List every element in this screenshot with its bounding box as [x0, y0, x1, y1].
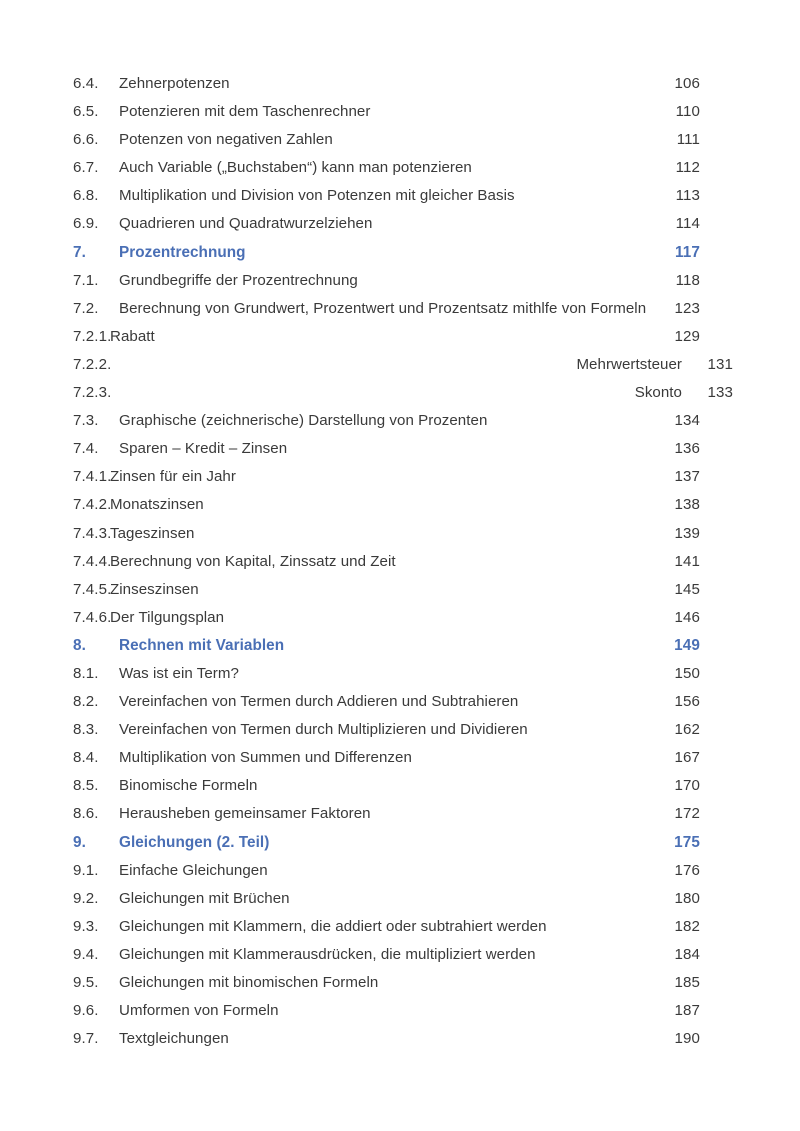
- toc-row[interactable]: [73, 98, 700, 126]
- toc-entry-title: Gleichungen mit Brüchen: [119, 889, 290, 907]
- toc-entry-number: 9.7.: [73, 1030, 99, 1048]
- toc-row[interactable]: [73, 463, 700, 491]
- toc-entry-title: Grundbegriffe der Prozentrechnung: [119, 271, 358, 289]
- toc-row[interactable]: [73, 1025, 700, 1053]
- toc-entry-title: Gleichungen mit Klammern, die addiert oder subtrahiert werden: [119, 917, 547, 935]
- toc-entry-title: Auch Variable („Buchstaben“) kann man potenzieren: [119, 159, 472, 177]
- toc-row[interactable]: [73, 267, 700, 295]
- toc-entry-page-number: 184: [674, 945, 700, 963]
- toc-entry-number: 7.4.4.: [73, 552, 112, 570]
- toc-entry-page-number: 187: [674, 1002, 700, 1020]
- toc-entry-number: 6.4.: [73, 75, 99, 92]
- toc-entry-number: 7.4.: [73, 440, 99, 458]
- toc-entry-number: 7.4.6.: [73, 608, 112, 626]
- toc-entry-page-number: 182: [674, 917, 700, 935]
- toc-entry-number: 9.5.: [73, 974, 99, 991]
- toc-entry-number: 7.4.3.: [73, 524, 112, 542]
- toc-entry-title: Multiplikation von Summen und Differenzen: [119, 749, 412, 767]
- toc-row[interactable]: [73, 576, 700, 604]
- table-of-contents: [73, 70, 733, 1053]
- toc-entry-title: Berechnung von Grundwert, Prozentwert und Prozentsatz mithlfe von Formeln: [119, 299, 647, 317]
- toc-row[interactable]: [73, 520, 700, 548]
- toc-row[interactable]: [73, 182, 700, 210]
- toc-entry-title: Graphische (zeichnerische) Darstellung von Prozenten: [119, 412, 488, 430]
- toc-row[interactable]: [73, 295, 700, 323]
- toc-entry-title: Was ist ein Term?: [119, 664, 239, 682]
- toc-entry-page-number: 129: [674, 327, 700, 345]
- toc-entry-title: Sparen – Kredit – Zinsen: [119, 440, 288, 458]
- toc-entry-page-number: 113: [675, 187, 700, 205]
- toc-entry-page-number: 111: [676, 131, 700, 149]
- toc-entry-number: 8.5.: [73, 777, 99, 795]
- toc-row[interactable]: [73, 435, 700, 463]
- toc-row[interactable]: [73, 969, 700, 997]
- toc-row[interactable]: [73, 407, 700, 435]
- toc-entry-number: 9.: [73, 833, 86, 851]
- toc-entry-title: Rabatt: [110, 327, 155, 345]
- toc-entry-title: Rechnen mit Variablen: [119, 636, 285, 654]
- toc-entry-number: 7.2.: [73, 299, 99, 317]
- toc-row[interactable]: [73, 941, 700, 969]
- toc-entry-number: 7.: [73, 243, 86, 261]
- toc-row[interactable]: [73, 688, 700, 716]
- toc-entry-page-number: 139: [674, 524, 700, 542]
- toc-entry-page-number: 149: [674, 636, 700, 654]
- toc-row[interactable]: [73, 548, 700, 576]
- toc-entry-page-number: 170: [674, 777, 700, 795]
- toc-row[interactable]: [73, 323, 700, 351]
- toc-entry-number: 6.5.: [73, 103, 99, 121]
- toc-entry-title: Prozentrechnung: [119, 243, 246, 261]
- toc-entry-title: Zinseszinsen: [110, 580, 199, 598]
- toc-entry-page-number: 162: [674, 721, 700, 739]
- toc-entry-title: Potenzieren mit dem Taschenrechner: [119, 103, 371, 121]
- toc-entry-page-number: 150: [674, 664, 700, 682]
- toc-entry-number: 8.2.: [73, 693, 99, 711]
- toc-entry-number: 7.2.2.: [73, 355, 112, 373]
- toc-row[interactable]: [73, 997, 700, 1025]
- toc-entry-number: 6.7.: [73, 159, 99, 177]
- toc-entry-page-number: 156: [674, 693, 700, 711]
- toc-entry-number: 7.4.1.: [73, 468, 112, 486]
- toc-entry-page-number: 141: [674, 552, 700, 570]
- toc-row[interactable]: [73, 660, 700, 688]
- toc-entry-number: 7.2.1.: [73, 327, 112, 345]
- toc-entry-number: 8.1.: [73, 664, 99, 682]
- toc-entry-title: Berechnung von Kapital, Zinssatz und Zeit: [110, 552, 396, 570]
- toc-chapter-row[interactable]: [73, 632, 700, 660]
- toc-entry-number: 6.9.: [73, 215, 99, 233]
- toc-entry-number: 7.4.5.: [73, 580, 112, 598]
- toc-entry-number: 9.3.: [73, 917, 99, 935]
- toc-entry-number: 6.8.: [73, 187, 99, 205]
- toc-row[interactable]: [73, 154, 700, 182]
- toc-entry-title: Zehnerpotenzen: [119, 75, 230, 92]
- toc-row[interactable]: [73, 126, 700, 154]
- toc-entry-page-number: 112: [675, 159, 700, 177]
- toc-entry-title: Multiplikation und Division von Potenzen mit gleicher Basis: [119, 187, 515, 205]
- toc-entry-number: 9.2.: [73, 889, 99, 907]
- toc-entry-title: Umformen von Formeln: [119, 1002, 279, 1020]
- toc-row[interactable]: [73, 857, 700, 885]
- toc-row[interactable]: [73, 351, 733, 379]
- toc-entry-number: 7.4.2.: [73, 496, 112, 514]
- toc-entry-page-number: 134: [674, 412, 700, 430]
- toc-entry-title: Quadrieren und Quadratwurzelziehen: [119, 215, 373, 233]
- toc-entry-page-number: 110: [675, 103, 700, 121]
- toc-entry-page-number: 137: [674, 468, 700, 486]
- toc-row[interactable]: [73, 716, 700, 744]
- toc-entry-page-number: 117: [675, 243, 700, 261]
- toc-entry-title: Monatszinsen: [110, 496, 204, 514]
- toc-entry-page-number: 190: [674, 1030, 700, 1048]
- toc-entry-title: Gleichungen mit binomischen Formeln: [119, 974, 379, 991]
- toc-entry-number: 8.6.: [73, 805, 99, 823]
- toc-entry-page-number: 172: [674, 805, 700, 823]
- toc-entry-title: Potenzen von negativen Zahlen: [119, 131, 333, 149]
- toc-entry-page-number: 180: [674, 889, 700, 907]
- toc-entry-number: 9.6.: [73, 1002, 99, 1020]
- toc-entry-title: Der Tilgungsplan: [110, 608, 225, 626]
- toc-entry-page-number: 114: [675, 215, 700, 233]
- toc-row[interactable]: [73, 800, 700, 828]
- toc-row[interactable]: [73, 744, 700, 772]
- toc-entry-page-number: 185: [674, 974, 700, 991]
- toc-entry-title: Gleichungen (2. Teil): [119, 833, 270, 851]
- toc-entry-page-number: 145: [674, 580, 700, 598]
- toc-row[interactable]: [73, 70, 700, 98]
- toc-entry-title: Vereinfachen von Termen durch Addieren und Subtrahieren: [119, 693, 519, 711]
- toc-entry-title: Binomische Formeln: [119, 777, 258, 795]
- toc-entry-number: 8.4.: [73, 749, 99, 767]
- toc-entry-page-number: 175: [674, 833, 700, 851]
- toc-entry-number: 7.3.: [73, 412, 99, 430]
- toc-entry-title: Zinsen für ein Jahr: [110, 468, 236, 486]
- toc-row[interactable]: [73, 379, 733, 407]
- toc-entry-page-number: 146: [674, 608, 700, 626]
- toc-entry-title: Tageszinsen: [110, 524, 195, 542]
- toc-entry-number: 9.1.: [73, 861, 99, 879]
- toc-entry-page-number: 106: [674, 75, 700, 92]
- toc-entry-number: 7.2.3.: [73, 384, 112, 402]
- toc-entry-title: Gleichungen mit Klammerausdrücken, die multipliziert werden: [119, 945, 536, 963]
- toc-entry-title: Skonto: [634, 384, 682, 402]
- toc-row[interactable]: [73, 491, 700, 519]
- toc-entry-title: Mehrwertsteuer: [576, 355, 682, 373]
- toc-entry-page-number: 136: [674, 440, 700, 458]
- toc-entry-page-number: 167: [674, 749, 700, 767]
- toc-entry-title: Herausheben gemeinsamer Faktoren: [119, 805, 371, 823]
- toc-row[interactable]: [73, 604, 700, 632]
- toc-entry-title: Einfache Gleichungen: [119, 861, 268, 879]
- toc-entry-number: 8.: [73, 636, 86, 654]
- toc-row[interactable]: [73, 885, 700, 913]
- toc-entry-number: 6.6.: [73, 131, 99, 149]
- toc-entry-title: Textgleichungen: [119, 1030, 229, 1048]
- toc-entry-page-number: 138: [674, 496, 700, 514]
- toc-entry-page-number: 133: [707, 384, 733, 402]
- toc-chapter-row[interactable]: [73, 829, 700, 857]
- toc-row[interactable]: [73, 772, 700, 800]
- toc-entry-page-number: 123: [674, 299, 700, 317]
- toc-row[interactable]: [73, 913, 700, 941]
- toc-chapter-row[interactable]: [73, 239, 700, 267]
- toc-entry-page-number: 131: [707, 355, 733, 373]
- toc-entry-number: 9.4.: [73, 945, 99, 963]
- toc-entry-page-number: 176: [674, 861, 700, 879]
- toc-entry-number: 7.1.: [73, 271, 99, 289]
- toc-entry-number: 8.3.: [73, 721, 99, 739]
- toc-entry-title: Vereinfachen von Termen durch Multiplizieren und Dividieren: [119, 721, 528, 739]
- toc-entry-page-number: 118: [675, 271, 700, 289]
- toc-row[interactable]: [73, 210, 700, 238]
